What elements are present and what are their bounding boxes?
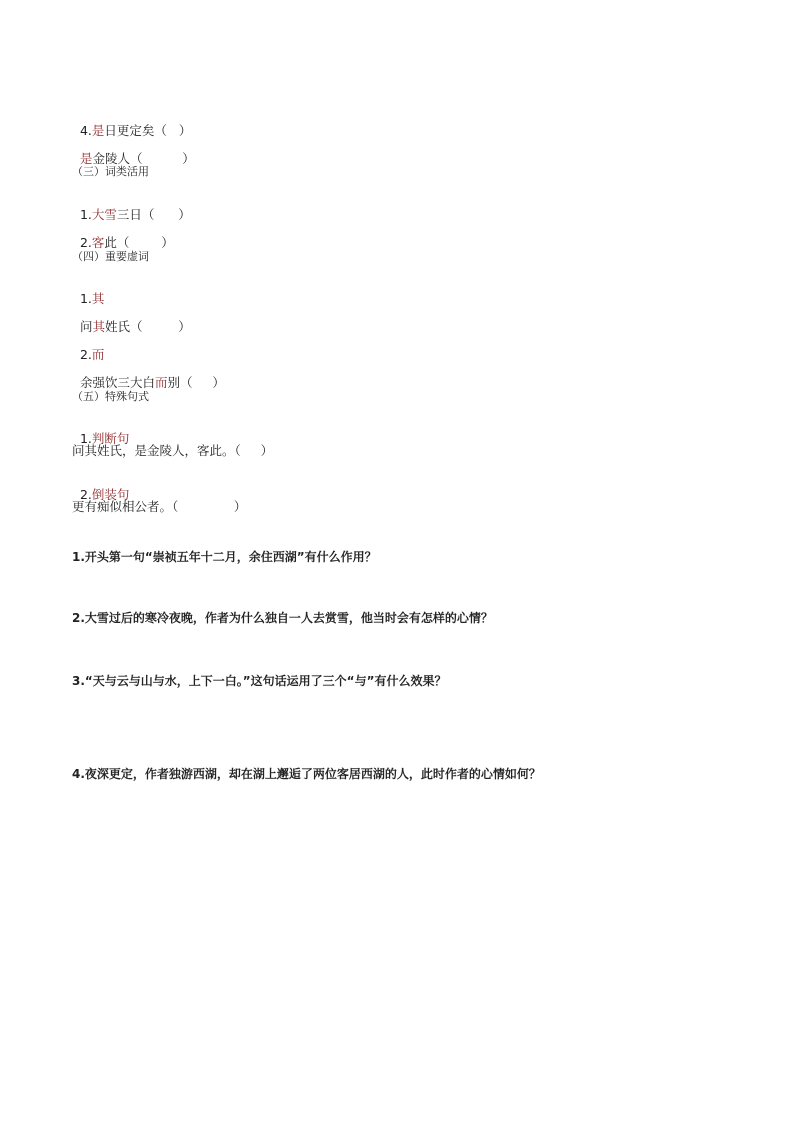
item-number: 4. <box>79 123 92 138</box>
item-panduanju-sentence: 问其姓氏，是金陵人，客此。（ ） <box>72 443 274 458</box>
highlighted-word: 倒装句 <box>91 487 130 502</box>
highlighted-word: 而 <box>91 347 105 362</box>
question-3: 3.“天与云与山与水，上下一白。”这句话运用了三个“与”有什么效果？ <box>72 674 447 688</box>
item-text: 别（ ） <box>167 375 225 390</box>
item-text: 问 <box>79 319 93 334</box>
item-number: 2. <box>79 347 92 362</box>
item-number: 1. <box>79 431 92 446</box>
question-1: 1.开头第一句“崇祯五年十二月，余住西湖”有什么作用？ <box>72 550 377 564</box>
item-text: 余强饮三大白 <box>79 375 155 390</box>
item-text: 此（ ） <box>104 235 174 250</box>
highlighted-word: 而 <box>154 375 168 390</box>
highlighted-word: 其 <box>92 319 105 334</box>
question-4: 4.夜深更定，作者独游西湖，却在湖上邂逅了两位客居西湖的人，此时作者的心情如何？ <box>72 767 541 781</box>
highlighted-word: 客 <box>91 235 105 250</box>
highlighted-word: 大雪 <box>91 207 117 222</box>
section-heading-3: （三）词类活用 <box>72 165 149 178</box>
item-text: 姓氏（ ） <box>104 319 191 334</box>
highlighted-word: 是 <box>91 123 105 138</box>
item-number: 1. <box>79 207 92 222</box>
item-daozhuangju-sentence: 更有痴似相公者。（ ） <box>72 499 247 514</box>
highlighted-word: 是 <box>79 151 93 166</box>
item-text: 日更定矣（ ） <box>104 123 192 138</box>
highlighted-word: 其 <box>91 291 105 306</box>
section-heading-5: （五）特殊句式 <box>72 390 149 403</box>
section-heading-4: （四）重要虚词 <box>72 250 149 263</box>
item-number: 2. <box>79 235 92 250</box>
question-2: 2.大雪过后的寒冷夜晚，作者为什么独自一人去赏雪，他当时会有怎样的心情？ <box>72 611 493 625</box>
item-2-ke-ci <box>72 219 174 251</box>
item-jinling-ren <box>72 135 195 167</box>
item-number: 1. <box>79 291 92 306</box>
highlighted-word: 判断句 <box>91 431 130 446</box>
item-er-example <box>72 359 225 391</box>
item-text: 三日（ ） <box>116 207 191 222</box>
item-number: 2. <box>79 487 92 502</box>
item-text: 金陵人（ ） <box>92 151 195 166</box>
